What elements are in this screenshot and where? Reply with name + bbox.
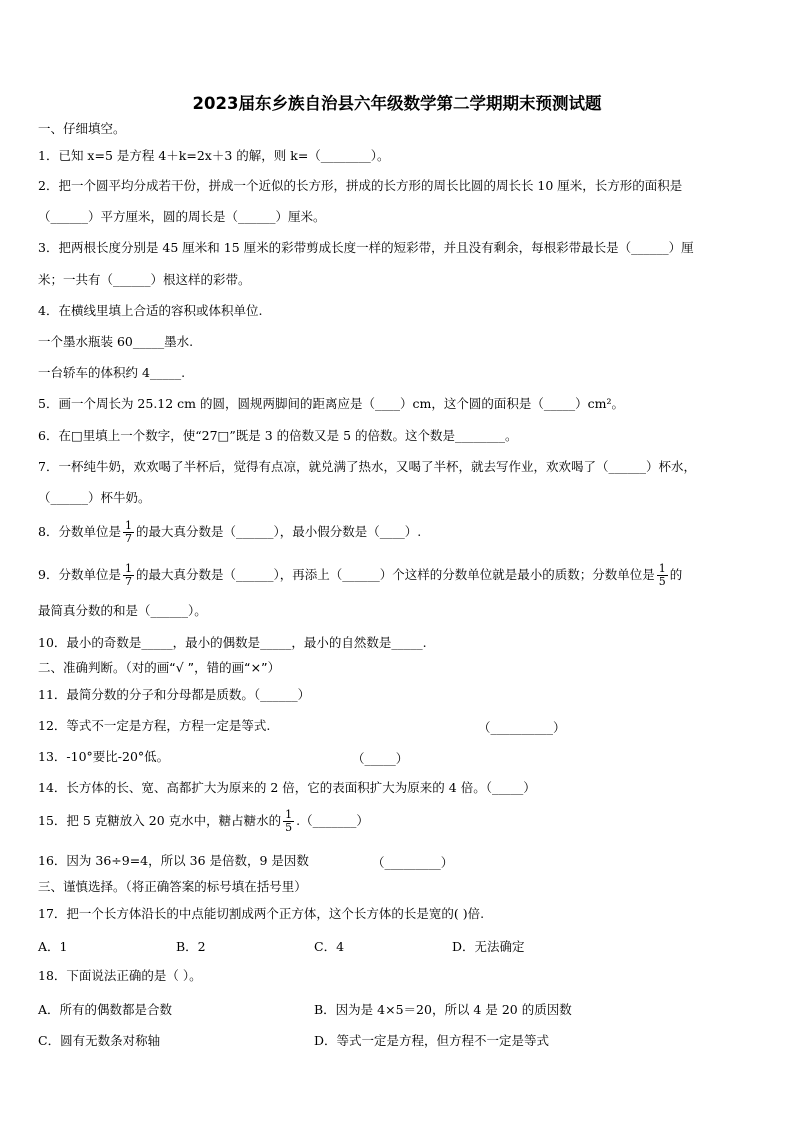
fraction-one-seventh — [123, 520, 134, 545]
question-3-line-2: 米；一共有（______）根这样的彩带。 — [38, 272, 251, 287]
question-18-option-c: C．圆有无数条对称轴 — [38, 1033, 161, 1048]
question-2-line-2: （______）平方厘米，圆的周长是（______）厘米。 — [38, 209, 326, 224]
question-2-line-1: 2．把一个圆平均分成若干份，拼成一个近似的长方形，拼成的长方形的周长比圆的周长长 10 厘米，长方形的面积是 — [38, 178, 683, 193]
fraction-numerator: 1 — [285, 808, 293, 821]
question-16-answer-parens: （_________） — [372, 855, 454, 870]
question-13-answer-parens: （_____） — [352, 751, 409, 766]
question-17-option-b: B．2 — [176, 939, 206, 954]
question-16: 16．因为 36÷9=4，所以 36 是倍数，9 是因数 — [38, 853, 309, 868]
question-18: 18．下面说法正确的是（ ）。 — [38, 968, 202, 983]
question-8-text-post: 的最大真分数是（______），最小假分数是（____）. — [135, 524, 422, 539]
question-8 — [38, 518, 756, 546]
section-3-heading: 三、谨慎选择。（将正确答案的标号填在括号里） — [38, 879, 307, 894]
question-9-text-mid: 的最大真分数是（______），再添上（______）个这样的分数单位就是最小的质数；分数单位是 — [135, 567, 655, 582]
fraction-numerator: 1 — [124, 562, 132, 575]
question-17-option-a: A．1 — [38, 939, 68, 954]
question-7-line-1: 7．一杯纯牛奶，欢欢喝了半杯后，觉得有点凉，就兑满了热水，又喝了半杯，就去写作业，欢欢喝了（______）杯水， — [38, 459, 696, 474]
question-17-option-d: D．无法确定 — [452, 939, 525, 954]
fraction-denominator: 7 — [124, 532, 132, 545]
question-6: 6．在□里填上一个数字，使“27□”既是 3 的倍数又是 5 的倍数。这个数是________。 — [38, 428, 518, 443]
question-9-line-2: 最简真分数的和是（______）。 — [38, 603, 207, 618]
page-title: 2023届东乡族自治县六年级数学第二学期期末预测试题 — [192, 94, 602, 113]
question-17: 17．把一个长方体沿长的中点能切割成两个正方体，这个长方体的长是宽的( )倍. — [38, 906, 485, 921]
fraction-numerator: 1 — [658, 562, 666, 575]
question-4-item-a: 一个墨水瓶装 60_____墨水. — [38, 334, 194, 349]
section-1-heading: 一、仔细填空。 — [38, 121, 126, 136]
question-4-item-b: 一台轿车的体积约 4_____. — [38, 365, 186, 380]
fraction-denominator: 7 — [124, 575, 132, 588]
question-9-line-1 — [38, 561, 756, 589]
question-9-text-post: 的 — [669, 567, 683, 582]
fraction-one-fifth — [657, 563, 668, 588]
question-18-option-d: D．等式一定是方程，但方程不一定是等式 — [314, 1033, 550, 1048]
question-12-answer-parens: （__________） — [478, 720, 566, 735]
fraction-denominator: 5 — [285, 821, 293, 834]
question-15 — [38, 806, 756, 836]
question-14: 14．长方体的长、宽、高都扩大为原来的 2 倍，它的表面积扩大为原来的 4 倍。（_____） — [38, 780, 536, 795]
question-10: 10．最小的奇数是_____，最小的偶数是_____，最小的自然数是_____. — [38, 635, 427, 650]
question-11: 11．最简分数的分子和分母都是质数。（______） — [38, 687, 311, 702]
fraction-numerator: 1 — [124, 519, 132, 532]
question-7-line-2: （______）杯牛奶。 — [38, 490, 151, 505]
question-18-option-a: A．所有的偶数都是合数 — [38, 1002, 173, 1017]
question-4: 4．在横线里填上合适的容积或体积单位. — [38, 303, 263, 318]
question-15-text-post: .（_______） — [296, 813, 369, 828]
section-2-heading: 二、准确判断。（对的画“√ ”，错的画“×”） — [38, 660, 281, 675]
fraction-one-seventh — [123, 563, 134, 588]
question-9-text-pre: 9．分数单位是 — [38, 567, 121, 582]
question-1: 1．已知 x=5 是方程 4＋k=2x＋3 的解，则 k=（________）。 — [38, 148, 390, 163]
fraction-denominator: 5 — [658, 575, 666, 588]
question-15-text-pre: 15．把 5 克糖放入 20 克水中，糖占糖水的 — [38, 813, 282, 828]
question-18-option-b: B．因为是 4×5＝20，所以 4 是 20 的质因数 — [314, 1002, 572, 1017]
question-5: 5．画一个周长为 25.12 cm 的圆，圆规两脚间的距离应是（____）cm，这个圆的面积是（_____）cm²。 — [38, 396, 624, 411]
question-12: 12．等式不一定是方程，方程一定是等式. — [38, 718, 271, 733]
question-3-line-1: 3．把两根长度分别是 45 厘米和 15 厘米的彩带剪成长度一样的短彩带，并且没有剩余，每根彩带最长是（______）厘 — [38, 240, 694, 255]
fraction-one-fifth — [283, 809, 294, 834]
question-17-option-c: C．4 — [314, 939, 345, 954]
question-13: 13．-10°要比-20°低。 — [38, 749, 170, 764]
question-8-text-pre: 8．分数单位是 — [38, 524, 121, 539]
